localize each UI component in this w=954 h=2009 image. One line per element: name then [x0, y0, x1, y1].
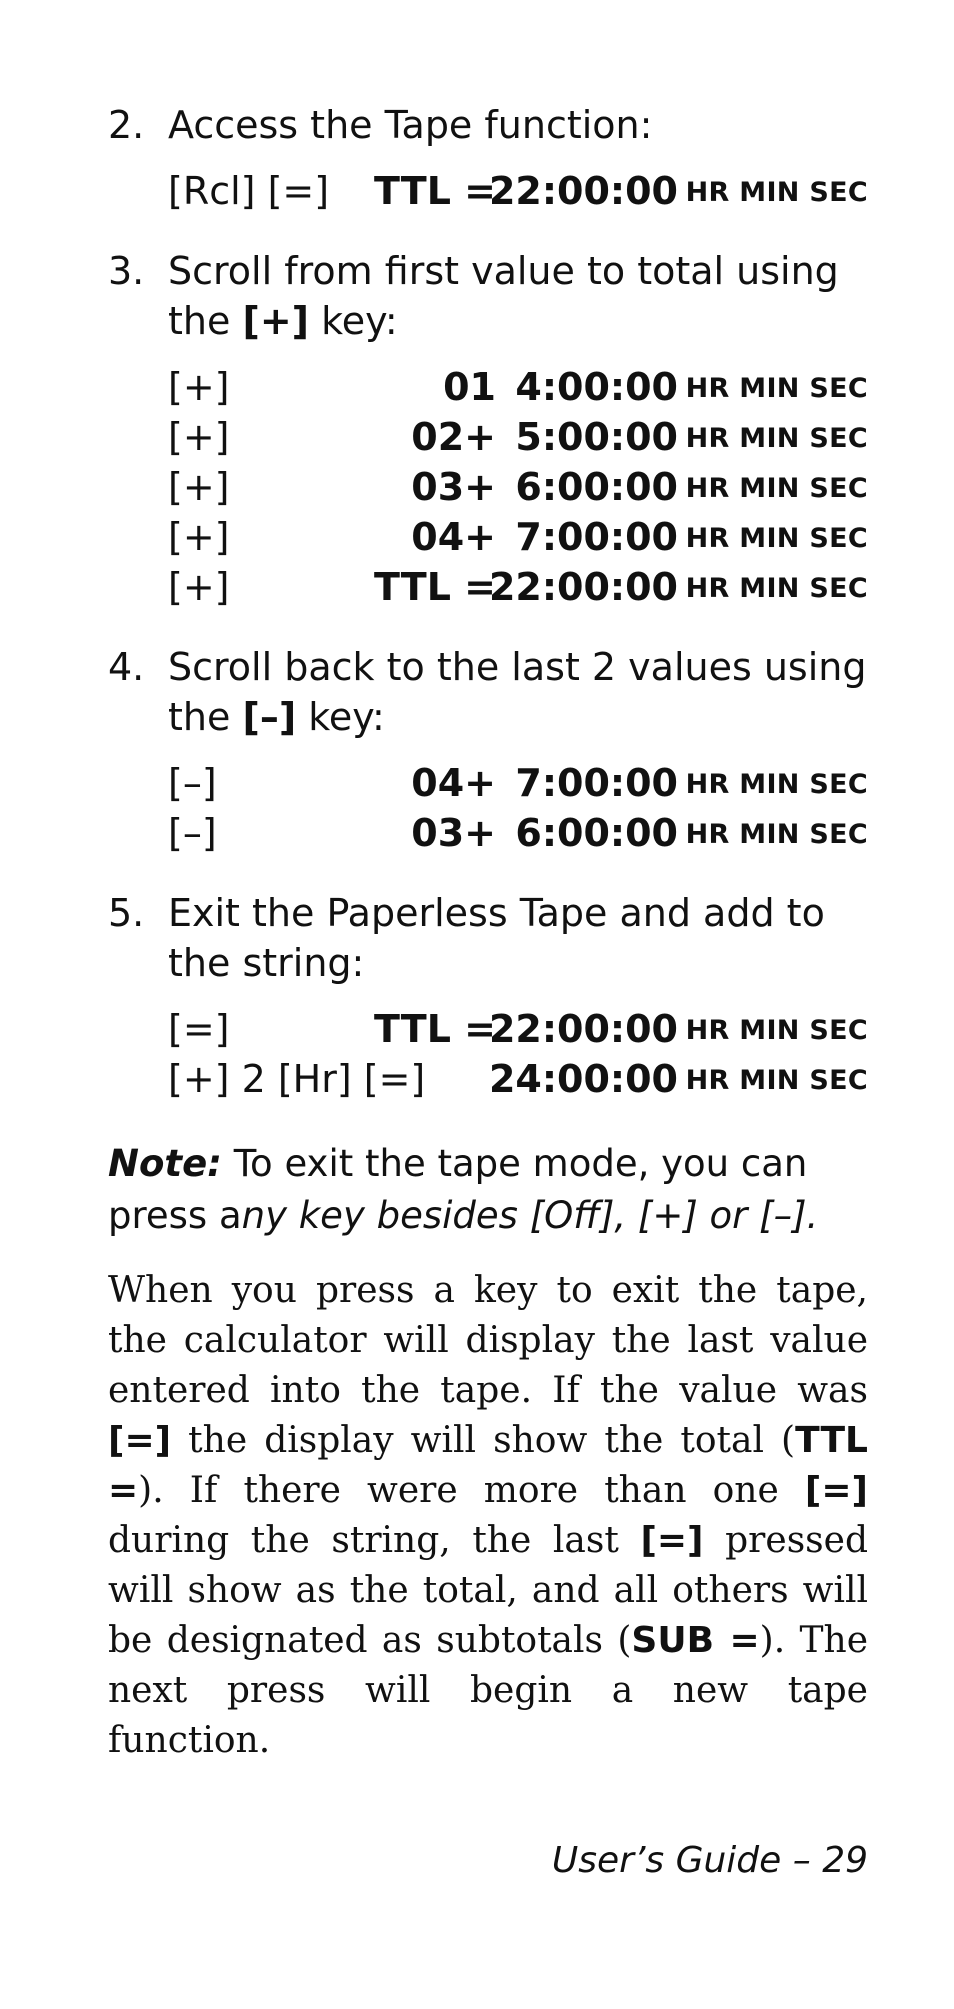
display-value: 7:00:00 [515, 761, 678, 805]
display-label: TTL = [374, 1007, 496, 1051]
keystroke-row [168, 166, 868, 216]
keystroke: [Rcl] [=] [168, 169, 330, 213]
step-number: 3. [108, 249, 145, 293]
keystroke-row [168, 362, 868, 412]
display-value: 22:00:00 [488, 565, 678, 609]
step-key: [–] [242, 695, 297, 739]
step-3 [108, 246, 868, 612]
keystroke: [+] 2 [Hr] [=] [168, 1057, 426, 1101]
keystroke: [+] [168, 565, 230, 609]
paragraph-text: pressed will show as the total, and all others will be designated as subtotals ( [108, 1520, 868, 1661]
keystroke-row [168, 1004, 868, 1054]
display-unit: HR MIN SEC [685, 177, 868, 208]
page-content [108, 100, 868, 1766]
paragraph-text: the display will show the total ( [171, 1420, 796, 1461]
display-label: 03+ [411, 811, 496, 855]
keystroke-rows [168, 362, 868, 612]
step-text: Exit the Paperless Tape and add to the string: [168, 891, 825, 985]
keystroke: [–] [168, 811, 217, 855]
keystroke-row [168, 462, 868, 512]
paragraph-text: during the string, the last [108, 1520, 641, 1561]
keystroke-rows [168, 1004, 868, 1104]
body-paragraph [108, 1266, 868, 1766]
step-text: Scroll from first value to total using the [168, 249, 839, 343]
keystroke-row [168, 412, 868, 462]
keystroke: [–] [168, 761, 217, 805]
paragraph-key: [=] [804, 1470, 868, 1511]
note-title: Note: [108, 1142, 222, 1185]
display-value: 6:00:00 [515, 465, 678, 509]
keystroke: [=] [168, 1007, 230, 1051]
step-5 [108, 888, 868, 1104]
keystroke-rows [168, 758, 868, 858]
step-4 [108, 642, 868, 858]
display-value: 22:00:00 [488, 169, 678, 213]
display-unit: HR MIN SEC [685, 769, 868, 800]
display-unit: HR MIN SEC [685, 523, 868, 554]
step-2 [108, 100, 868, 216]
display-unit: HR MIN SEC [685, 473, 868, 504]
step-number: 5. [108, 891, 145, 935]
display-value: 5:00:00 [515, 415, 678, 459]
keystroke: [+] [168, 415, 230, 459]
step-text: Access the Tape function: [168, 103, 653, 147]
step-key: [+] [242, 299, 310, 343]
note-text: To exit the tape mode, you can press a [108, 1142, 808, 1237]
display-label: 04+ [411, 515, 496, 559]
display-value: 4:00:00 [515, 365, 678, 409]
page-footer: User’s Guide – 29 [551, 1840, 868, 1881]
keystroke-row [168, 758, 868, 808]
keystroke-row [168, 1054, 868, 1104]
note-text-italic: ny key besides [Off], [+] or [–]. [241, 1194, 819, 1237]
step-text: Scroll back to the last 2 values using the [168, 645, 867, 739]
step-text-end: key: [309, 299, 398, 343]
display-value: 22:00:00 [488, 1007, 678, 1051]
display-unit: HR MIN SEC [685, 373, 868, 404]
keystroke: [+] [168, 515, 230, 559]
display-value: 24:00:00 [488, 1057, 678, 1101]
keystroke-row [168, 808, 868, 858]
step-number: 4. [108, 645, 145, 689]
keystroke: [+] [168, 465, 230, 509]
display-unit: HR MIN SEC [685, 1015, 868, 1046]
paragraph-key: TTL = [108, 1420, 868, 1511]
paragraph-text: ). The next press will begin a new tape function. [108, 1620, 869, 1761]
display-label: 04+ [411, 761, 496, 805]
display-unit: HR MIN SEC [685, 819, 868, 850]
display-label: TTL = [374, 169, 496, 213]
display-unit: HR MIN SEC [685, 423, 868, 454]
display-label: 01 [443, 365, 496, 409]
step-number: 2. [108, 103, 145, 147]
keystroke: [+] [168, 365, 230, 409]
keystroke-row [168, 512, 868, 562]
paragraph-key: SUB = [631, 1620, 760, 1661]
display-label: TTL = [374, 565, 496, 609]
keystroke-rows [168, 166, 868, 216]
paragraph-key: [=] [640, 1520, 704, 1561]
display-unit: HR MIN SEC [685, 1065, 868, 1096]
display-unit: HR MIN SEC [685, 573, 868, 604]
note [108, 1138, 868, 1242]
paragraph-key: [=] [108, 1420, 172, 1461]
display-value: 7:00:00 [515, 515, 678, 559]
display-label: 03+ [411, 465, 496, 509]
paragraph-text: When you press a key to exit the tape, the calculator will display the last value entered into the tape. If the value was [108, 1270, 868, 1411]
display-value: 6:00:00 [515, 811, 678, 855]
paragraph-text: ). If there were more than one [138, 1470, 805, 1511]
step-text-end: key: [296, 695, 385, 739]
display-label: 02+ [411, 415, 496, 459]
keystroke-row [168, 562, 868, 612]
